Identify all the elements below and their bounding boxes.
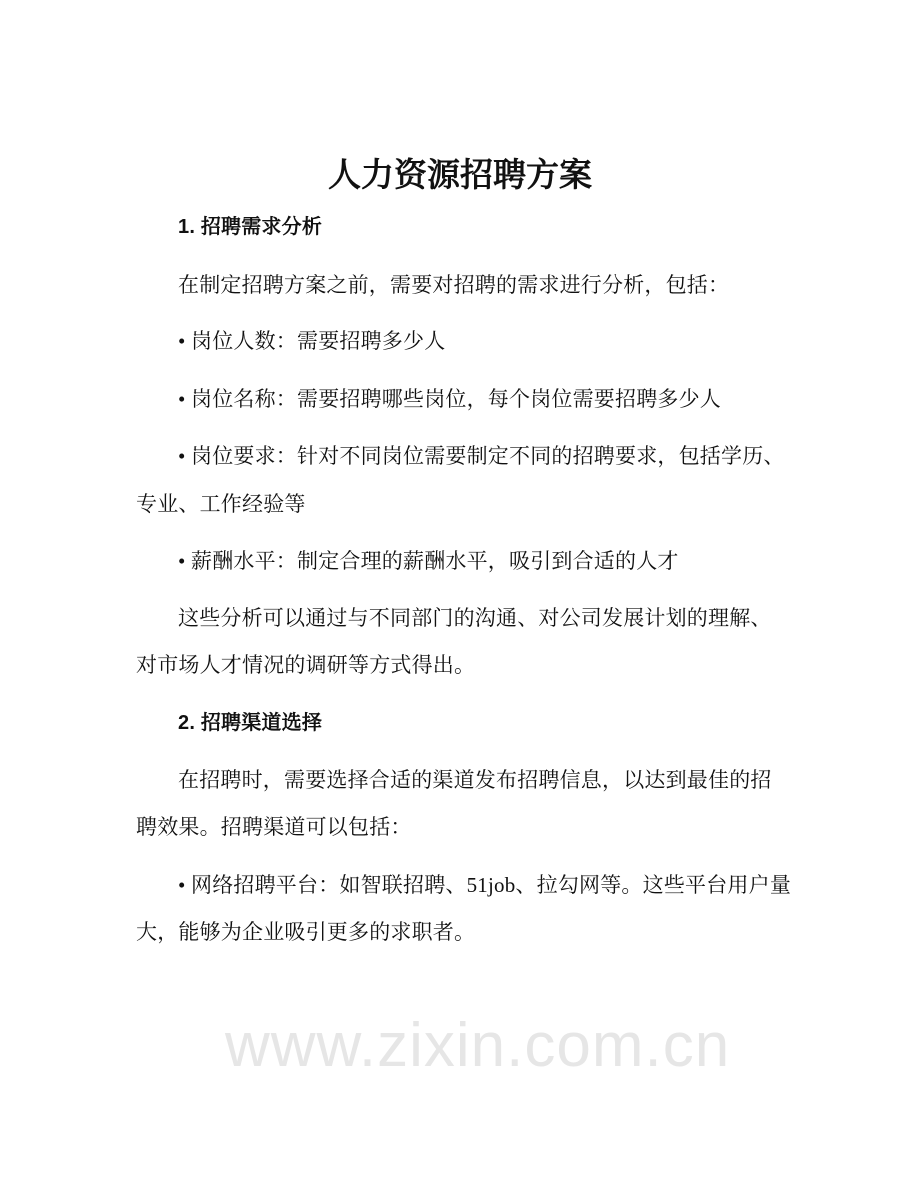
bullet-requirements: • 岗位要求：针对不同岗位需要制定不同的招聘要求，包括学历、: [178, 444, 785, 468]
bullet-salary: • 薪酬水平：制定合理的薪酬水平，吸引到合适的人才: [178, 549, 679, 573]
section1-summary-cont: 对市场人才情况的调研等方式得出。: [136, 653, 476, 677]
section1-intro: 在制定招聘方案之前，需要对招聘的需求进行分析，包括：: [178, 273, 730, 297]
section1-heading: 1. 招聘需求分析: [178, 216, 323, 238]
bullet-online-platforms-cont: 大，能够为企业吸引更多的求职者。: [136, 920, 476, 944]
section2-heading: 2. 招聘渠道选择: [178, 712, 323, 734]
section1-summary: 这些分析可以通过与不同部门的沟通、对公司发展计划的理解、: [178, 606, 772, 630]
document-title: 人力资源招聘方案: [328, 156, 592, 193]
watermark: www.zixin.com.cn: [225, 1011, 731, 1080]
bullet-requirements-cont: 专业、工作经验等: [136, 492, 306, 516]
bullet-headcount: • 岗位人数：需要招聘多少人: [178, 329, 446, 353]
section2-intro: 在招聘时，需要选择合适的渠道发布招聘信息，以达到最佳的招: [178, 768, 772, 792]
bullet-online-platforms: • 网络招聘平台：如智联招聘、51job、拉勾网等。这些平台用户量: [178, 873, 792, 897]
bullet-position-name: • 岗位名称：需要招聘哪些岗位，每个岗位需要招聘多少人: [178, 387, 721, 411]
section2-intro-cont: 聘效果。招聘渠道可以包括：: [136, 815, 412, 839]
